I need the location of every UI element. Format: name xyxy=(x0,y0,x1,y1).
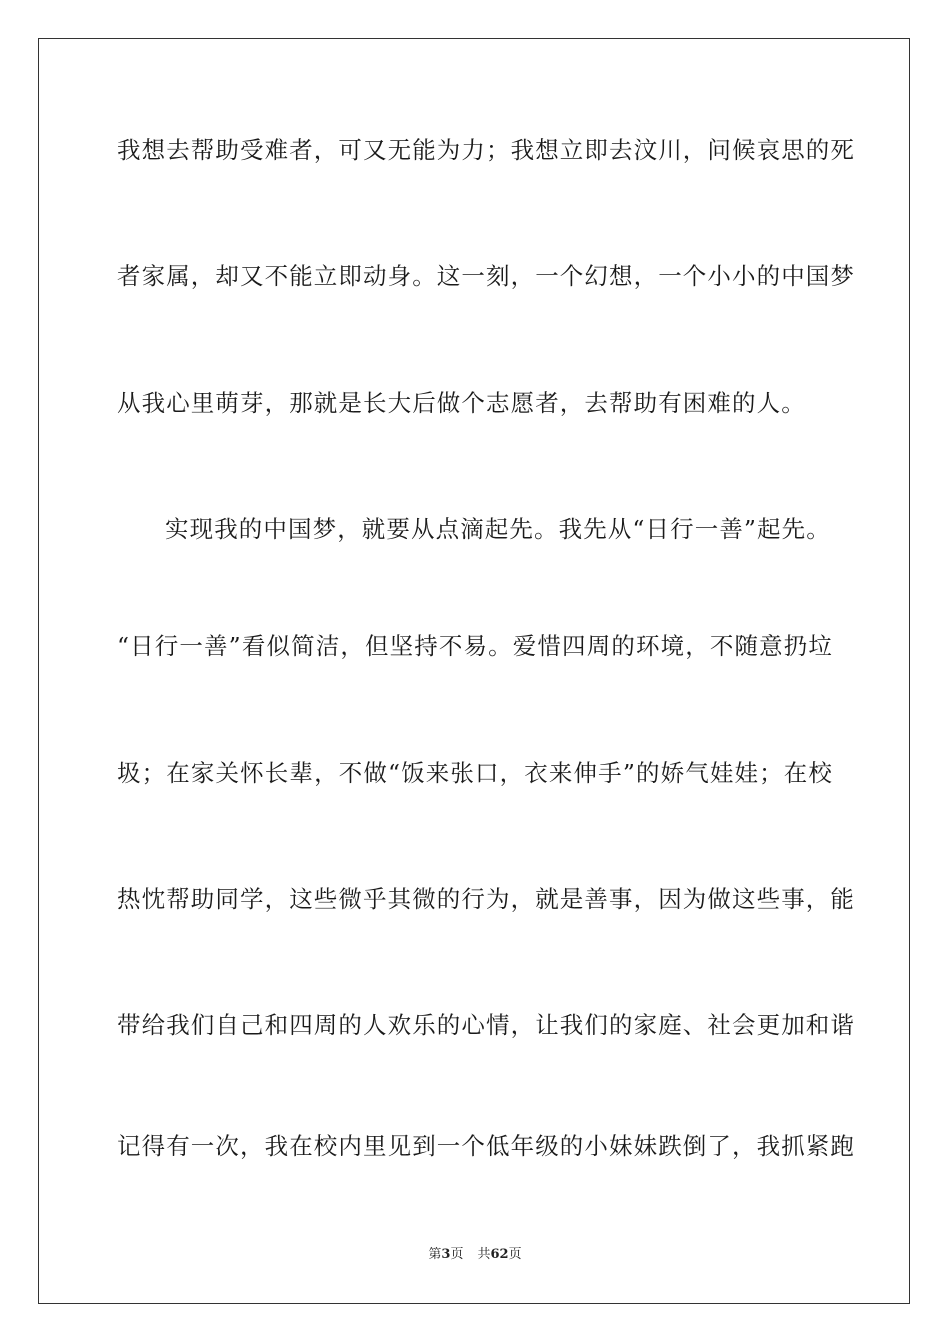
footer-total-prefix: 共 xyxy=(477,1247,491,1262)
body-text-line-1: 我想去帮助受难者，可又无能为力；我想立即去汶川，问候哀思的死 xyxy=(117,136,855,164)
page-border xyxy=(38,38,910,1304)
body-text-line-9: 记得有一次，我在校内里见到一个低年级的小妹妹跌倒了，我抓紧跑 xyxy=(117,1132,855,1160)
footer-page-number: 3 xyxy=(441,1247,451,1262)
body-text-line-3: 从我心里萌芽，那就是长大后做个志愿者，去帮助有困难的人。 xyxy=(117,389,806,417)
body-text-line-5: “日行一善”看似简洁，但坚持不易。爱惜四周的环境，不随意扔垃 xyxy=(117,632,833,660)
body-text-line-4-paragraph-start: 实现我的中国梦，就要从点滴起先。我先从“日行一善”起先。 xyxy=(165,515,831,543)
footer-page-prefix: 第 xyxy=(428,1247,442,1262)
body-text-line-7: 热忱帮助同学，这些微乎其微的行为，就是善事，因为做这些事，能 xyxy=(117,885,855,913)
body-text-line-8: 带给我们自己和四周的人欢乐的心情，让我们的家庭、社会更加和谐 xyxy=(117,1011,855,1039)
page-footer xyxy=(0,1246,950,1264)
body-text-line-2: 者家属，却又不能立即动身。这一刻，一个幻想，一个小小的中国梦 xyxy=(117,262,855,290)
footer-total-pages: 62 xyxy=(490,1247,509,1262)
footer-page-suffix: 页 xyxy=(450,1247,464,1262)
footer-total-suffix: 页 xyxy=(508,1247,522,1262)
body-text-line-6: 圾；在家关怀长辈，不做“饭来张口，衣来伸手”的娇气娃娃；在校 xyxy=(117,759,833,787)
